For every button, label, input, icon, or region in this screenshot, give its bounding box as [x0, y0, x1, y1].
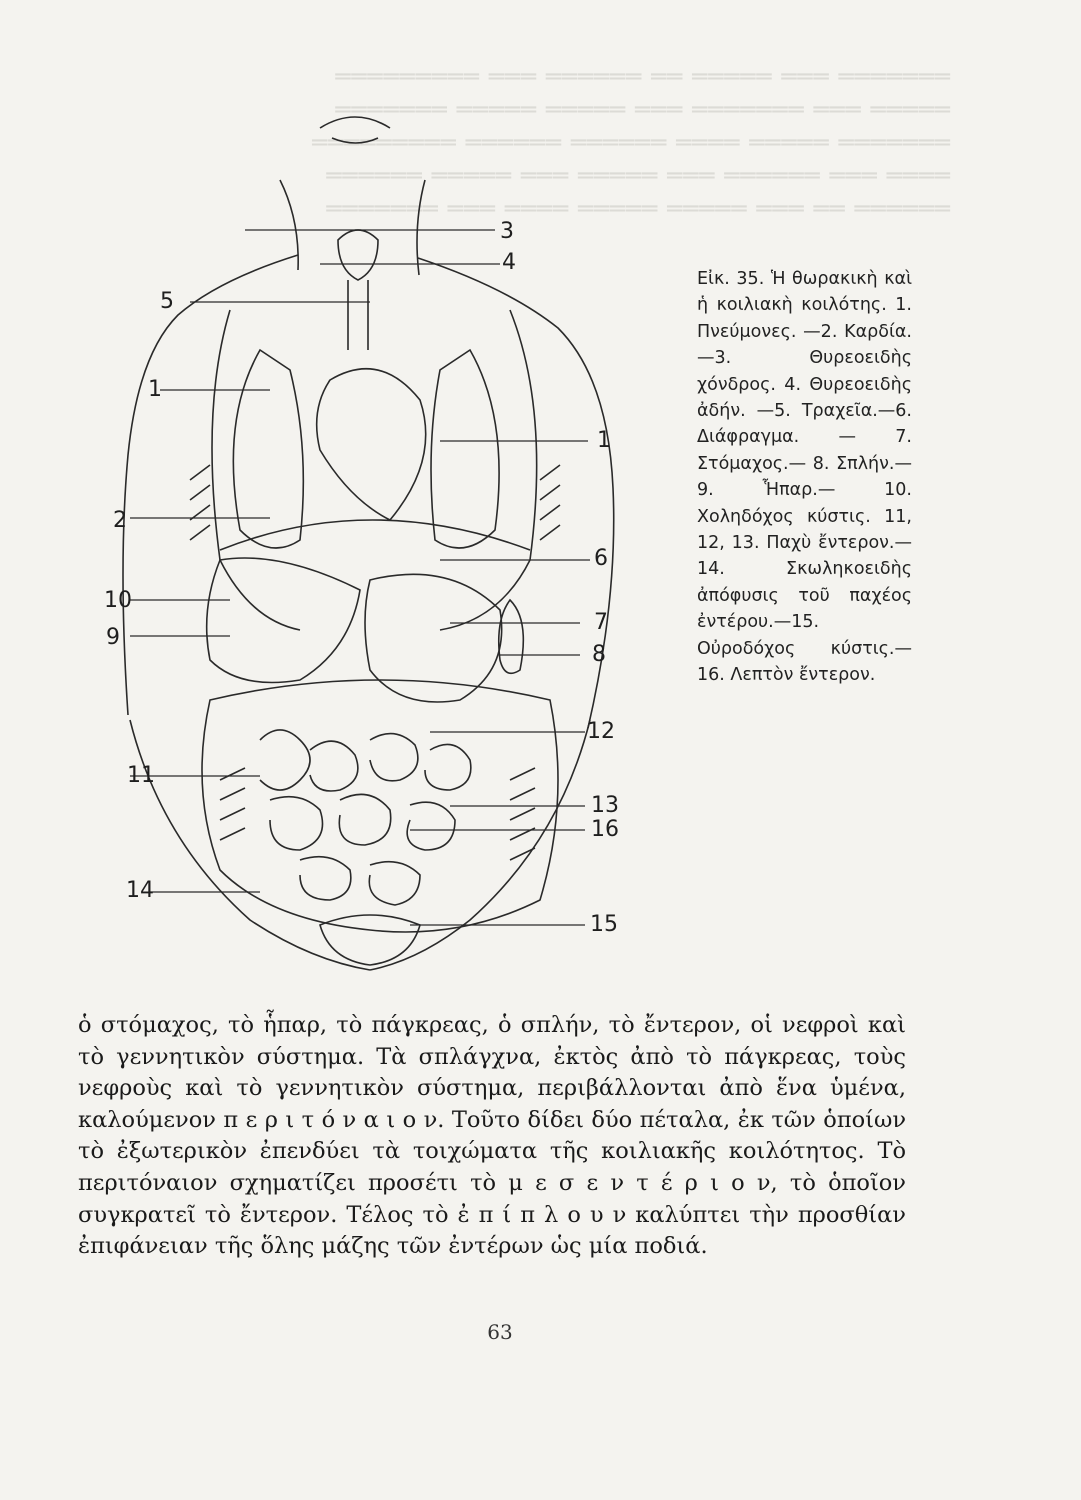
figure-label-11: 11 [127, 763, 155, 788]
figure-label-12: 12 [587, 719, 615, 744]
figure-label-14: 14 [126, 878, 154, 903]
figure-caption: Εἰκ. 35. Ἡ θωρακικὴ καὶ ἡ κοιλιακὴ κοιλότης. 1. Πνεύμονες. —2. Καρδία.—3. Θυρεοειδὴς χόνδρος. 4. Θυρεοειδὴς ἀδήν. —5. Τραχεῖα.—6. Διάφραγμα. — 7. Στόμαχος.— 8. Σπλήν.— 9. Ἧπαρ.— 10. Χοληδόχος κύστις. 11, 12, 13. Παχὺ ἔντερον.— 14. Σκωληκοειδὴς ἀπόφυσις τοῦ παχέος ἐντέρου.—15. Οὐροδόχος κύστις.— 16. Λεπτὸν ἔντερον. [697, 269, 912, 686]
figure-label-1-left: 1 [148, 377, 162, 402]
figure-label-16: 16 [591, 817, 619, 842]
figure-label-9: 9 [106, 625, 120, 650]
figure-label-1-right: 1 [597, 428, 611, 453]
figure-label-8: 8 [592, 642, 606, 667]
anatomy-figure [70, 80, 690, 990]
page-number: 63 [487, 1320, 513, 1344]
figure-label-15: 15 [590, 912, 618, 937]
figure-label-6: 6 [594, 546, 608, 571]
figure-label-10: 10 [104, 588, 132, 613]
figure-label-13: 13 [591, 793, 619, 818]
figure-label-4: 4 [502, 250, 516, 275]
figure-label-7: 7 [594, 610, 608, 635]
body-paragraph [78, 1010, 906, 1263]
bleed-through-texture: ═══════ ═══ ═════ ══ ══════ ═══ ═════════ ═════ ═══ ═══════ ═══ ═════ ═════ ═══════ ═══════ ═════ ════ ══════ ══════ ═════════ ════ ═══ ══════ ═══ ═════ ═══ ═════ ══════ ══════ ══ ═══ ═════ ═════ ════ ═══ ═══════ [311, 62, 950, 223]
figure-label-3: 3 [500, 219, 514, 244]
torso-drawing [70, 80, 690, 990]
figure-label-5: 5 [160, 289, 174, 314]
body-paragraph-text: ὁ στόμαχος, τὸ ἧπαρ, τὸ πάγκρεας, ὁ σπλήν, τὸ ἔντερον, οἱ νεφροὶ καὶ τὸ γεννητικὸν σύστημα. Τὰ σπλάγχνα, ἐκτὸς ἀπὸ τὸ πάγκρεας, τοὺς νεφροὺς καὶ τὸ γεννητικὸν σύστημα, περιβάλλονται ἀπὸ ἕνα ὑμένα, καλούμενον π ε ρ ι τ ό ν α ι ο ν. Τοῦτο δίδει δύο πέταλα, ἐκ τῶν ὁποίων τὸ ἐξωτερικὸν ἐπενδύει τὰ τοιχώματα τῆς κοιλιακῆς κοιλότητος. Τὸ περιτόναιον σχηματίζει προσέτι τὸ μ ε σ ε ν τ έ ρ ι ο ν, τὸ ὁποῖον συγκρατεῖ τὸ ἔντερον. Τέλος τὸ ἐ π ί π λ ο υ ν καλύπτει τὴν προσθίαν ἐπιφάνειαν τῆς ὅλης μάζης τῶν ἐντέρων ὡς μία ποδιά. [78, 1012, 906, 1260]
figure-label-2: 2 [113, 508, 127, 533]
